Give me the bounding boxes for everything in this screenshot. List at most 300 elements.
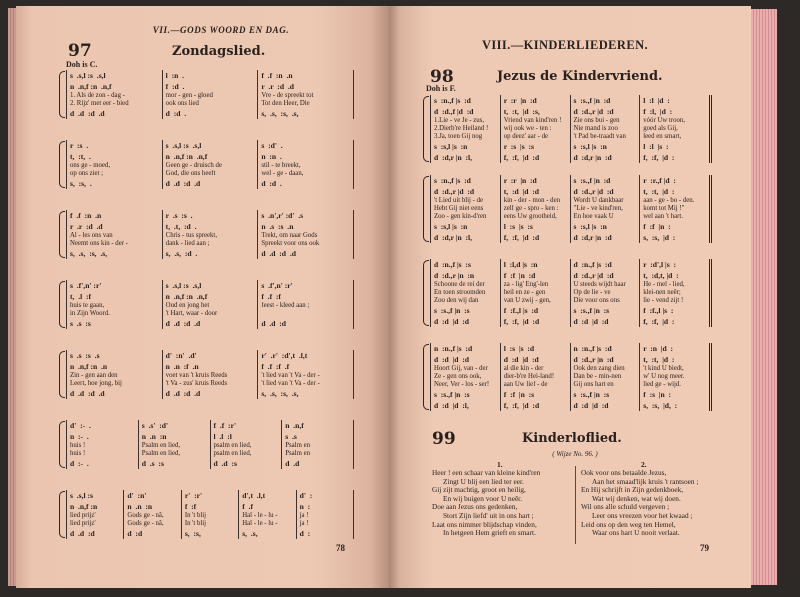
solfa-notes: d',t .l,t — [242, 491, 266, 500]
solfa-notes: s :s.,f |n :s — [434, 306, 470, 315]
lyric-text: 't Lied uit blij - de — [434, 197, 483, 204]
verse-block — [581, 469, 723, 538]
page-edges-right — [751, 9, 777, 585]
solfa-notes: n .n,f :n .n — [70, 362, 108, 371]
lyric-text: Wordt U dankbaar — [573, 197, 624, 204]
solfa-notes: s :n.,f |s :d — [434, 96, 471, 105]
solfa-notes: d .d :d — [261, 319, 287, 328]
lyric-text: Gij ons hart en — [573, 381, 614, 388]
measure-column — [163, 350, 259, 399]
lyric-text: 2. Rijz' met eer - bied — [70, 100, 129, 107]
lyric-text: Spreekt voor ons ook — [261, 240, 320, 247]
verse-line: Zingt U blij een lied ter eer. — [443, 477, 524, 486]
verse-line: Heer ! een schaar van kleine kind'ren — [432, 469, 541, 477]
lyric-text: Neer, Ver - los - ser! — [434, 381, 490, 388]
lyric-text: Leert, hoe jong, bij — [70, 380, 122, 387]
solfa-notes: f :f.,l |s :d — [503, 306, 539, 315]
solfa-notes: t, :t, |d : — [643, 355, 675, 364]
measure-column — [501, 95, 571, 163]
music-system — [66, 280, 354, 329]
hymn-number: 98 — [430, 67, 454, 87]
system-brace — [423, 260, 429, 326]
lyric-text: Schoone de rei der — [434, 281, 485, 288]
solfa-notes: s, .s, — [242, 529, 258, 538]
solfa-notes: n :- . — [70, 432, 89, 441]
solfa-notes: s :n.,f |s :d — [434, 176, 471, 185]
lyric-text: van U zwij - gen, — [503, 297, 551, 304]
lyric-text: huis ! — [70, 442, 86, 449]
lyric-text: wel - ge - daan, — [261, 170, 304, 177]
solfa-notes: f :f |n : — [643, 222, 671, 231]
solfa-notes: d :d,r |n :l, — [434, 153, 473, 162]
solfa-notes: d .d :d .d — [165, 319, 201, 328]
lyric-text: in Zijn Woord. — [70, 310, 110, 317]
solfa-notes: r' :r' — [184, 491, 203, 500]
measure-column — [640, 95, 709, 163]
measure-column — [239, 490, 296, 539]
music-system — [430, 95, 712, 163]
lyric-text: 2.Dierb're Heiland ! — [434, 125, 489, 132]
lyric-text: Hal - le - lu - — [242, 512, 278, 519]
measure-column — [67, 70, 163, 119]
lyric-text: aan - ge - bo - den. — [643, 197, 695, 204]
lyric-text: Psalm en — [285, 442, 310, 449]
solfa-notes: n : — [299, 502, 311, 511]
lyric-text: dier-b're Hei-land! — [503, 373, 555, 380]
measure-column — [640, 259, 709, 327]
solfa-notes: d .d :d .d — [165, 389, 201, 398]
verse-line: Wil ons alle schuld vergeven ; — [581, 503, 670, 512]
solfa-notes: r .s :s . — [165, 211, 193, 220]
music-system — [66, 490, 354, 539]
solfa-notes: n .n :n — [127, 502, 153, 511]
lyric-text: wel aan 't hart. — [643, 213, 683, 220]
solfa-notes: n .n :f .n — [165, 362, 199, 371]
solfa-notes: l :l |d : — [643, 96, 670, 105]
solfa-notes: r :r |n :d — [503, 176, 537, 185]
verse-line: Waar ons hart U nooit verlaat. — [592, 529, 680, 538]
solfa-notes: d' :n' .d' — [165, 351, 197, 360]
solfa-notes: d .s :s — [141, 459, 164, 468]
solfa-notes: s, :s, |d, : — [643, 401, 678, 410]
solfa-notes: d :d,r |n :d — [573, 233, 612, 242]
lyric-text: Oud en jong het — [165, 302, 210, 309]
solfa-notes: n .n,f :n .n,f — [165, 292, 208, 301]
solfa-notes: l :n . — [165, 71, 185, 80]
lyric-text: God, die ons heeft — [165, 170, 216, 177]
solfa-notes: s :s.,f |n :d — [573, 96, 611, 105]
hymn-number: 97 — [68, 41, 92, 61]
lyric-text: Zin - gen aan den — [70, 372, 118, 379]
solfa-notes: s, .s, :s, .s, — [261, 109, 299, 118]
lyric-text: Gods ge - nâ, — [127, 512, 164, 519]
lyric-text: psalm en lied, — [213, 442, 252, 449]
solfa-notes: d :d |d :l, — [434, 401, 469, 410]
music-system — [66, 420, 354, 469]
solfa-notes: d .d :d — [70, 529, 95, 538]
verse-number: 1. — [497, 460, 503, 469]
measure-column — [571, 343, 641, 411]
lyric-text: ja ! — [299, 520, 309, 527]
measure-column — [124, 490, 181, 539]
solfa-notes: r .r :d .d — [70, 222, 103, 231]
solfa-notes: d :d.,r |d :d — [573, 107, 614, 116]
solfa-notes: f, :f, |d :d — [503, 401, 540, 410]
solfa-notes: l .l :l — [213, 432, 232, 441]
measure-column — [67, 420, 139, 469]
solfa-notes: r' .r' :d',t .l,t — [261, 351, 308, 360]
solfa-notes: t, :d |d :d — [503, 187, 539, 196]
hymn-title: Jezus de Kindervriend. — [497, 69, 663, 84]
solfa-notes: s .s,l :s .s,l — [70, 71, 106, 80]
key-signature: Doh is C. — [66, 60, 98, 69]
solfa-notes: s :s,l |s :n — [434, 222, 468, 231]
measure-column — [431, 175, 501, 243]
solfa-notes: d :d |d :d — [573, 401, 609, 410]
lyric-text: komt tot Mij !" — [643, 205, 685, 212]
solfa-notes: r :r |n :d — [503, 96, 537, 105]
lyric-text: Die voor ons ons — [573, 297, 620, 304]
solfa-notes: s .n',r' :d' .s — [261, 211, 304, 220]
solfa-notes: r :n |d : — [643, 344, 674, 353]
solfa-notes: r :s . — [70, 141, 89, 150]
solfa-notes: d :- . — [70, 459, 89, 468]
solfa-notes: s, :s, |d : — [643, 233, 676, 242]
section-title: VIII.—KINDERLIEDEREN. — [481, 38, 649, 52]
solfa-notes: d :d.,r |n :n — [434, 271, 475, 280]
measure-column — [297, 490, 354, 539]
measure-column — [571, 175, 641, 243]
lyric-text: stil - te breekt, — [261, 162, 301, 169]
solfa-notes: n :n.,f |s :d — [573, 344, 612, 353]
lyric-text: 3.Ja, toen Gij nog — [434, 133, 483, 140]
measure-column — [431, 95, 501, 163]
solfa-notes: s .s :s — [70, 319, 91, 328]
verse-block — [432, 469, 574, 538]
solfa-notes: n .n,f :n — [70, 502, 98, 511]
solfa-notes: f .f :f .f — [261, 362, 290, 371]
solfa-notes: s, .s, :s, .s, — [261, 389, 299, 398]
solfa-notes: s .s' :d' — [141, 421, 169, 430]
measure-column — [67, 210, 163, 259]
solfa-notes: d .d :d .d — [165, 179, 201, 188]
lyric-text: Chris - tus spreekt, — [165, 232, 218, 239]
system-brace — [59, 491, 65, 538]
solfa-notes: n .n,f — [285, 421, 304, 430]
solfa-notes: f :f |n :d — [503, 271, 536, 280]
lyric-text: op ons ziet ; — [70, 170, 104, 177]
lyric-text: Vre - de spreekt tot — [261, 92, 314, 99]
lyric-text: ons ge - moed, — [70, 162, 111, 169]
solfa-notes: s :s.,f |n :s — [434, 390, 470, 399]
measure-column — [501, 175, 571, 243]
music-system — [66, 140, 354, 189]
solfa-notes: f :f |n :s — [503, 390, 535, 399]
solfa-notes: d :d . — [261, 179, 282, 188]
verse-line: Leer ons vreezen voor het kwaad ; — [592, 511, 693, 520]
music-system — [430, 343, 712, 411]
running-head: VII.—GODS WOORD EN DAG. — [152, 25, 290, 35]
lyric-text: psalm en lied, — [213, 450, 252, 457]
solfa-notes: d :d . — [165, 109, 187, 118]
solfa-notes: n .n :n — [141, 432, 167, 441]
lyric-text: lied ge - wijd. — [643, 381, 682, 388]
solfa-notes: s .s,l :s — [70, 491, 93, 500]
lyric-text: al die kin - der — [503, 365, 544, 372]
solfa-notes: d' :n' — [127, 491, 147, 500]
solfa-notes: d .d :d .d — [261, 249, 296, 258]
solfa-notes: d :d |d :d — [573, 317, 609, 326]
solfa-notes: d' :- . — [70, 421, 91, 430]
verse-line: Stort Zijn liefd' uit in ons hart ; — [443, 511, 534, 520]
solfa-notes: n .n,f :n .n,f — [70, 82, 112, 91]
measure-column — [282, 420, 354, 469]
system-brace — [423, 176, 429, 242]
lyric-text: w' U nog meer. — [643, 373, 685, 380]
solfa-notes: r :r.,f |d : — [643, 176, 676, 185]
lyric-text: 1.Lie - ve Je - zus, — [434, 117, 485, 124]
solfa-notes: s :s.,f |n :s — [573, 390, 610, 399]
lyric-text: eens Uw grootheid, — [503, 213, 557, 220]
solfa-notes: f .f :r' — [213, 421, 237, 430]
solfa-notes: t, :d,t, |d : — [643, 271, 679, 280]
measure-column — [258, 70, 354, 119]
lyric-text: En hoe vaak U — [573, 213, 614, 220]
lyric-text: lied prijz' — [70, 520, 96, 527]
solfa-notes: f :f.,l |s : — [643, 306, 674, 315]
system-brace — [59, 71, 65, 118]
page-number: 79 — [700, 543, 709, 553]
verse-line: Gij zijt machtig, groot en heilig, — [432, 486, 526, 495]
lyric-text: In 't blij — [184, 520, 207, 527]
solfa-notes: t, :t, |d :s, — [503, 107, 540, 116]
music-system — [66, 350, 354, 399]
system-brace — [423, 344, 429, 410]
system-brace — [59, 211, 65, 258]
page-number: 78 — [336, 543, 345, 553]
measure-column — [67, 140, 163, 189]
solfa-notes: f :s |n : — [643, 390, 672, 399]
solfa-notes: n .s :s .n — [261, 222, 294, 231]
lyric-text: Ze - gen ons ook, — [434, 373, 482, 380]
solfa-notes: d .d — [285, 459, 300, 468]
verse-line: En Hij schrijft in Zijn gedenkboek, — [581, 486, 684, 495]
verse-line: In hetgeen Hem grieft en smart. — [443, 529, 536, 538]
lyric-text: 't lied van 't Va - der - — [261, 380, 320, 387]
solfa-notes: t, .l :f — [70, 292, 92, 301]
lyric-text: klei-nen neêr; — [643, 289, 681, 296]
verse-line: Aan het smaad'lijk kruis 't rantsoen ; — [592, 477, 699, 486]
measure-column — [571, 259, 641, 327]
measure-column — [163, 280, 259, 329]
solfa-notes: r :d',l |s : — [643, 260, 677, 269]
solfa-notes: f, :f, |d : — [643, 153, 675, 162]
lyric-text: wij ook we - ten : — [503, 125, 552, 132]
lyric-text: Zie ons bui - gen — [573, 117, 620, 124]
solfa-notes: f, :f, |d :d — [503, 153, 540, 162]
solfa-notes: f .f :n .n — [70, 211, 102, 220]
solfa-notes: s :s,l |s :n — [573, 222, 607, 231]
measure-column — [258, 350, 354, 399]
solfa-notes: l :s |s :s — [503, 222, 533, 231]
verse-line: Wat wij denken, wat wij doen. — [592, 494, 681, 503]
lyric-text: Psalm en — [285, 450, 310, 457]
lyric-text: Dan be - min-nen — [573, 373, 622, 380]
measure-column — [640, 343, 709, 411]
measure-column — [258, 140, 354, 189]
lyric-text: dank - lied aan ; — [165, 240, 210, 247]
lyric-text: lie - vend zijt ! — [643, 297, 684, 304]
solfa-notes: d :d.,r |n :d — [573, 355, 614, 364]
measure-column — [139, 420, 211, 469]
measure-column — [431, 259, 501, 327]
solfa-notes: s, :s, — [184, 529, 201, 538]
lyric-text: op deez' aar - de — [503, 133, 548, 140]
solfa-notes: d .d :d .d — [70, 109, 105, 118]
measure-column — [258, 210, 354, 259]
solfa-notes: d : — [299, 529, 311, 538]
solfa-notes: f, :f, |d :d — [503, 233, 540, 242]
lyric-text: En toen stroomden — [434, 289, 486, 296]
lyric-text: vóór Uw troon, — [643, 117, 685, 124]
lyric-text: Geen ge - druisch de — [165, 162, 222, 169]
lyric-text: Gods ge - nâ, — [127, 520, 164, 527]
lyric-text: huis ! — [70, 450, 86, 457]
lyric-text: Op de lie - ve — [573, 289, 611, 296]
verse-divider — [575, 466, 576, 544]
music-system — [66, 70, 354, 119]
lyric-text: Hoort Gij, van - der — [434, 365, 488, 372]
solfa-notes: f :l, |d : — [643, 107, 673, 116]
solfa-notes: r .r :d .d — [261, 82, 294, 91]
solfa-notes: f .f :n .n — [261, 71, 293, 80]
lyric-text: Neemt ons kin - der - — [70, 240, 128, 247]
solfa-notes: s, :s, . — [70, 179, 92, 188]
solfa-notes: s :s,l |s :n — [573, 142, 607, 151]
lyric-text: ook ons lied — [165, 100, 199, 107]
solfa-notes: n :n.,f |s :d — [434, 344, 473, 353]
lyric-text: Psalm en lied, — [141, 450, 181, 457]
solfa-notes: l :s |s :d — [503, 344, 535, 353]
lyric-text: 't lied van 't Va - der - — [261, 372, 320, 379]
solfa-notes: s .s :s .s — [70, 351, 100, 360]
solfa-notes: s .f',n' :r' — [261, 281, 293, 290]
lyric-text: 't Pad be-traadt van — [573, 133, 626, 140]
lyric-text: He - mel - lied, — [643, 281, 685, 288]
lyric-text: 't Hart, waar - door — [165, 310, 218, 317]
solfa-notes: s .s — [285, 432, 297, 441]
verse-line: Doe aan Jezus ons gedenken, — [432, 503, 518, 512]
measure-column — [163, 140, 259, 189]
lyric-text: Psalm en lied, — [141, 442, 181, 449]
verse-line: Ook voor ons betaalde Jezus, — [581, 469, 667, 477]
lyric-text: feest - kleed aan ; — [261, 302, 310, 309]
solfa-notes: t, :t, |d : — [643, 187, 675, 196]
solfa-notes: d :d |d :d — [434, 317, 470, 326]
measure-column — [640, 175, 709, 243]
solfa-notes: d :d.,r |d :d — [434, 187, 475, 196]
lyric-text: huis te gaan, — [70, 302, 105, 309]
solfa-notes: n .n,f :n .n,f — [165, 152, 208, 161]
solfa-notes: r :s |s :s — [503, 142, 534, 151]
solfa-notes: l :l |s : — [643, 142, 669, 151]
solfa-notes: s, .s, :s, .s, — [70, 249, 108, 258]
solfa-notes: f .f :f — [261, 292, 281, 301]
measure-column — [501, 259, 571, 327]
system-brace — [59, 421, 65, 468]
measure-column — [163, 70, 259, 119]
verse-line: Leid ons op den weg ten Hemel, — [581, 520, 676, 529]
tune-reference: ( Wijze No. 96. ) — [552, 450, 598, 458]
solfa-notes: s, .s, :d . — [165, 249, 198, 258]
solfa-notes: s .s,l :s .s,l — [165, 281, 202, 290]
system-brace — [59, 281, 65, 328]
verse-number: 2. — [641, 460, 647, 469]
music-system — [430, 175, 712, 243]
verse-line: En wij buigen voor U neêr. — [443, 494, 523, 503]
system-brace — [59, 141, 65, 188]
lyric-text: 't kind U biedt, — [643, 365, 684, 372]
solfa-notes: s :s.,f |n :d — [573, 176, 611, 185]
solfa-notes: d :d |d :d — [434, 355, 470, 364]
solfa-notes: d :d.,f |d :d — [434, 107, 474, 116]
lyric-text: Zoo - gen kin-d'ren — [434, 213, 487, 220]
lyric-text: aan Uw lief - de — [503, 381, 548, 388]
solfa-notes: d' : — [299, 491, 313, 500]
lyric-text: Al - les ons van — [70, 232, 113, 239]
lyric-text: kin - der - mon - den — [503, 197, 560, 204]
solfa-notes: d .d :d .d — [70, 389, 105, 398]
lyric-text: U steeds wijdt haar — [573, 281, 626, 288]
measure-column — [211, 420, 283, 469]
solfa-notes: d :d.,r |d :d — [573, 271, 614, 280]
measure-column — [431, 343, 501, 411]
key-signature: Doh is F. — [426, 84, 456, 93]
lyric-text: Nie mand is zoo — [573, 125, 618, 132]
lyric-text: "Lie - ve kind'ren, — [573, 205, 623, 212]
measure-column — [67, 490, 124, 539]
lyric-text: lied prijz' — [70, 512, 96, 519]
lyric-text: Vriend van kind'ren ! — [503, 117, 562, 124]
lyric-text: 't Va - zus' kruis Reeds — [165, 380, 228, 387]
system-brace — [423, 96, 429, 162]
lyric-text: In 't blij — [184, 512, 207, 519]
solfa-notes: d :d,r |n :d — [573, 153, 612, 162]
measure-column — [571, 95, 641, 163]
lyric-text: leed en smart, — [643, 133, 682, 140]
solfa-notes: t, .t, :d . — [165, 222, 197, 231]
solfa-notes: d :n.,f |s :s — [434, 260, 471, 269]
solfa-notes: d :n.,f |s :d — [573, 260, 612, 269]
measure-column — [67, 350, 163, 399]
lyric-text: ja ! — [299, 512, 309, 519]
lyric-text: Hal - le - lu - — [242, 520, 278, 527]
solfa-notes: f, :f, |d :d — [503, 317, 540, 326]
measure-column — [258, 280, 354, 329]
lyric-text: Tot den Heer, Die — [261, 100, 310, 107]
solfa-notes: s :s,l |s :n — [434, 142, 468, 151]
lyric-text: Hebt Gij niet eens — [434, 205, 484, 212]
lyric-text: Zoo den wij dan — [434, 297, 479, 304]
solfa-notes: f .f — [242, 502, 253, 511]
measure-column — [67, 280, 163, 329]
solfa-notes: l :l,d |s :n — [503, 260, 538, 269]
music-system — [430, 259, 712, 327]
solfa-notes: d :d,r |n :l, — [434, 233, 473, 242]
lyric-text: mor - gen - gloed — [165, 92, 213, 99]
solfa-notes: s .f',n' :r' — [70, 281, 102, 290]
hymn-title: Kinderloflied. — [522, 431, 622, 446]
